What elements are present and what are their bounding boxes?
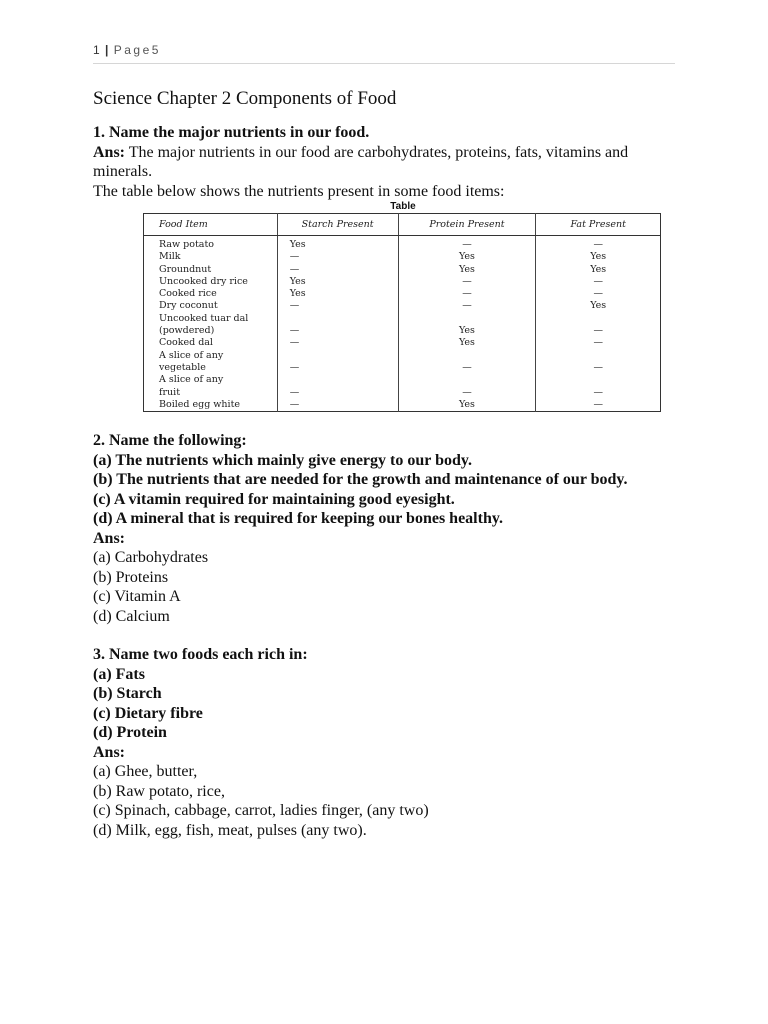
table-cell: Yes <box>398 399 536 412</box>
nutrient-table <box>143 213 661 412</box>
table-header-cell: Food Item <box>144 214 278 236</box>
table-cell: (powdered) <box>159 325 215 337</box>
table-cell <box>277 374 398 386</box>
table-cell: Cooked rice <box>159 288 217 300</box>
table-cell: — <box>277 300 398 312</box>
page-separator: | <box>105 43 109 57</box>
table-cell <box>398 350 536 362</box>
page-label: Page5 <box>113 43 161 57</box>
table-cell: Yes <box>536 264 661 276</box>
table-cell: Yes <box>277 288 398 300</box>
question-2-item: (a) The nutrients which mainly give energy to our body. <box>93 451 472 469</box>
question-3-item: (c) Dietary fibre <box>93 704 203 722</box>
table-cell: Uncooked dry rice <box>159 275 248 287</box>
table-row <box>144 313 661 325</box>
table-header-row <box>144 214 661 236</box>
table-cell: Yes <box>536 300 661 312</box>
page-number: 1 <box>93 43 100 57</box>
nutrient-table-figure <box>143 201 663 412</box>
table-header-cell: Starch Present <box>277 214 398 236</box>
question-3-item: (b) Starch <box>93 685 162 703</box>
table-cell: — <box>277 325 398 337</box>
question-3-item: (d) Protein <box>93 724 167 742</box>
table-cell: Raw potato <box>159 239 215 250</box>
question-3 <box>93 645 683 840</box>
question-1-text: 1. Name the major nutrients in our food. <box>93 124 370 141</box>
question-3-item: (a) Fats <box>93 665 145 683</box>
table-cell <box>277 313 398 325</box>
table-row <box>144 264 661 276</box>
question-2-item: (c) A vitamin required for maintaining good eyesight. <box>93 490 455 508</box>
table-cell: Cooked dal <box>159 337 213 349</box>
table-cell: — <box>277 251 398 263</box>
table-cell: — <box>398 387 536 399</box>
table-row <box>144 300 661 312</box>
document-body <box>93 88 683 840</box>
table-cell: — <box>536 387 661 399</box>
table-cell: — <box>536 236 661 252</box>
question-1 <box>93 123 683 201</box>
table-row <box>144 387 661 399</box>
table-cell: — <box>536 362 661 374</box>
table-cell: Yes <box>536 251 661 263</box>
table-cell: — <box>398 288 536 300</box>
table-cell <box>277 350 398 362</box>
table-cell: — <box>398 300 536 312</box>
question-2 <box>93 431 683 626</box>
table-row <box>144 251 661 263</box>
table-cell: — <box>398 276 536 288</box>
question-2-item: (b) The nutrients that are needed for the growth and maintenance of our body. <box>93 471 628 489</box>
table-cell: Dry coconut <box>159 300 218 312</box>
table-cell: vegetable <box>159 361 206 373</box>
page-title: Science Chapter 2 Components of Food <box>93 88 397 109</box>
table-cell: Yes <box>398 325 536 337</box>
table-cell: Boiled egg white <box>159 398 241 410</box>
question-2-item: (d) A mineral that is required for keeping our bones healthy. <box>93 510 503 528</box>
answer-item: (c) Spinach, cabbage, carrot, ladies finger, (any two) <box>93 802 429 820</box>
table-cell: Yes <box>398 251 536 263</box>
table-row <box>144 337 661 349</box>
table-row <box>144 362 661 374</box>
table-cell: — <box>277 264 398 276</box>
question-3-heading: 3. Name two foods each rich in: <box>93 646 308 664</box>
answer-item: (d) Milk, egg, fish, meat, pulses (any two). <box>93 821 367 839</box>
table-row <box>144 399 661 412</box>
table-cell: — <box>536 399 661 412</box>
answer-item: (a) Ghee, butter, <box>93 763 198 781</box>
table-row <box>144 374 661 386</box>
answer-1-text: The major nutrients in our food are carbohydrates, proteins, fats, vitamins and minerals. <box>93 143 629 180</box>
table-cell <box>536 374 661 386</box>
answer-label: Ans: <box>93 143 126 161</box>
page-header <box>93 43 675 64</box>
table-row <box>144 325 661 337</box>
table-row <box>144 350 661 362</box>
table-cell <box>536 350 661 362</box>
answer-item: (d) Calcium <box>93 607 170 625</box>
table-cell: — <box>536 337 661 349</box>
question-2-heading: 2. Name the following: <box>93 432 247 450</box>
table-header-cell: Fat Present <box>536 214 661 236</box>
table-cell: — <box>536 276 661 288</box>
table-cell: — <box>277 362 398 374</box>
table-row <box>144 236 661 252</box>
table-cell: Groundnut <box>159 263 212 275</box>
table-cell: Yes <box>398 337 536 349</box>
answer-item: (c) Vitamin A <box>93 588 181 606</box>
table-cell: — <box>277 337 398 349</box>
table-cell: Yes <box>277 236 398 252</box>
answer-1 <box>93 143 683 182</box>
table-cell: Uncooked tuar dal <box>159 312 249 324</box>
table-cell: — <box>536 288 661 300</box>
table-cell: fruit <box>159 386 181 398</box>
answer-label: Ans: <box>93 743 126 761</box>
table-cell: — <box>398 362 536 374</box>
table-cell: Milk <box>159 251 181 263</box>
answer-item: (a) Carbohydrates <box>93 549 209 567</box>
table-cell: Yes <box>277 276 398 288</box>
answer-item: (b) Raw potato, rice, <box>93 782 225 800</box>
table-row <box>144 288 661 300</box>
table-cell <box>536 313 661 325</box>
table-cell: A slice of any <box>159 374 224 386</box>
table-cell: A slice of any <box>159 349 224 361</box>
table-cell <box>398 313 536 325</box>
table-cell: — <box>277 387 398 399</box>
table-caption: Table <box>390 201 416 212</box>
table-row <box>144 276 661 288</box>
answer-item: (b) Proteins <box>93 568 169 586</box>
table-intro: The table below shows the nutrients present in some food items: <box>93 182 505 200</box>
table-cell: Yes <box>398 264 536 276</box>
table-cell <box>398 374 536 386</box>
table-cell: — <box>536 325 661 337</box>
table-cell: — <box>277 399 398 412</box>
table-cell: — <box>398 236 536 252</box>
table-header-cell: Protein Present <box>398 214 536 236</box>
answer-label: Ans: <box>93 529 126 547</box>
